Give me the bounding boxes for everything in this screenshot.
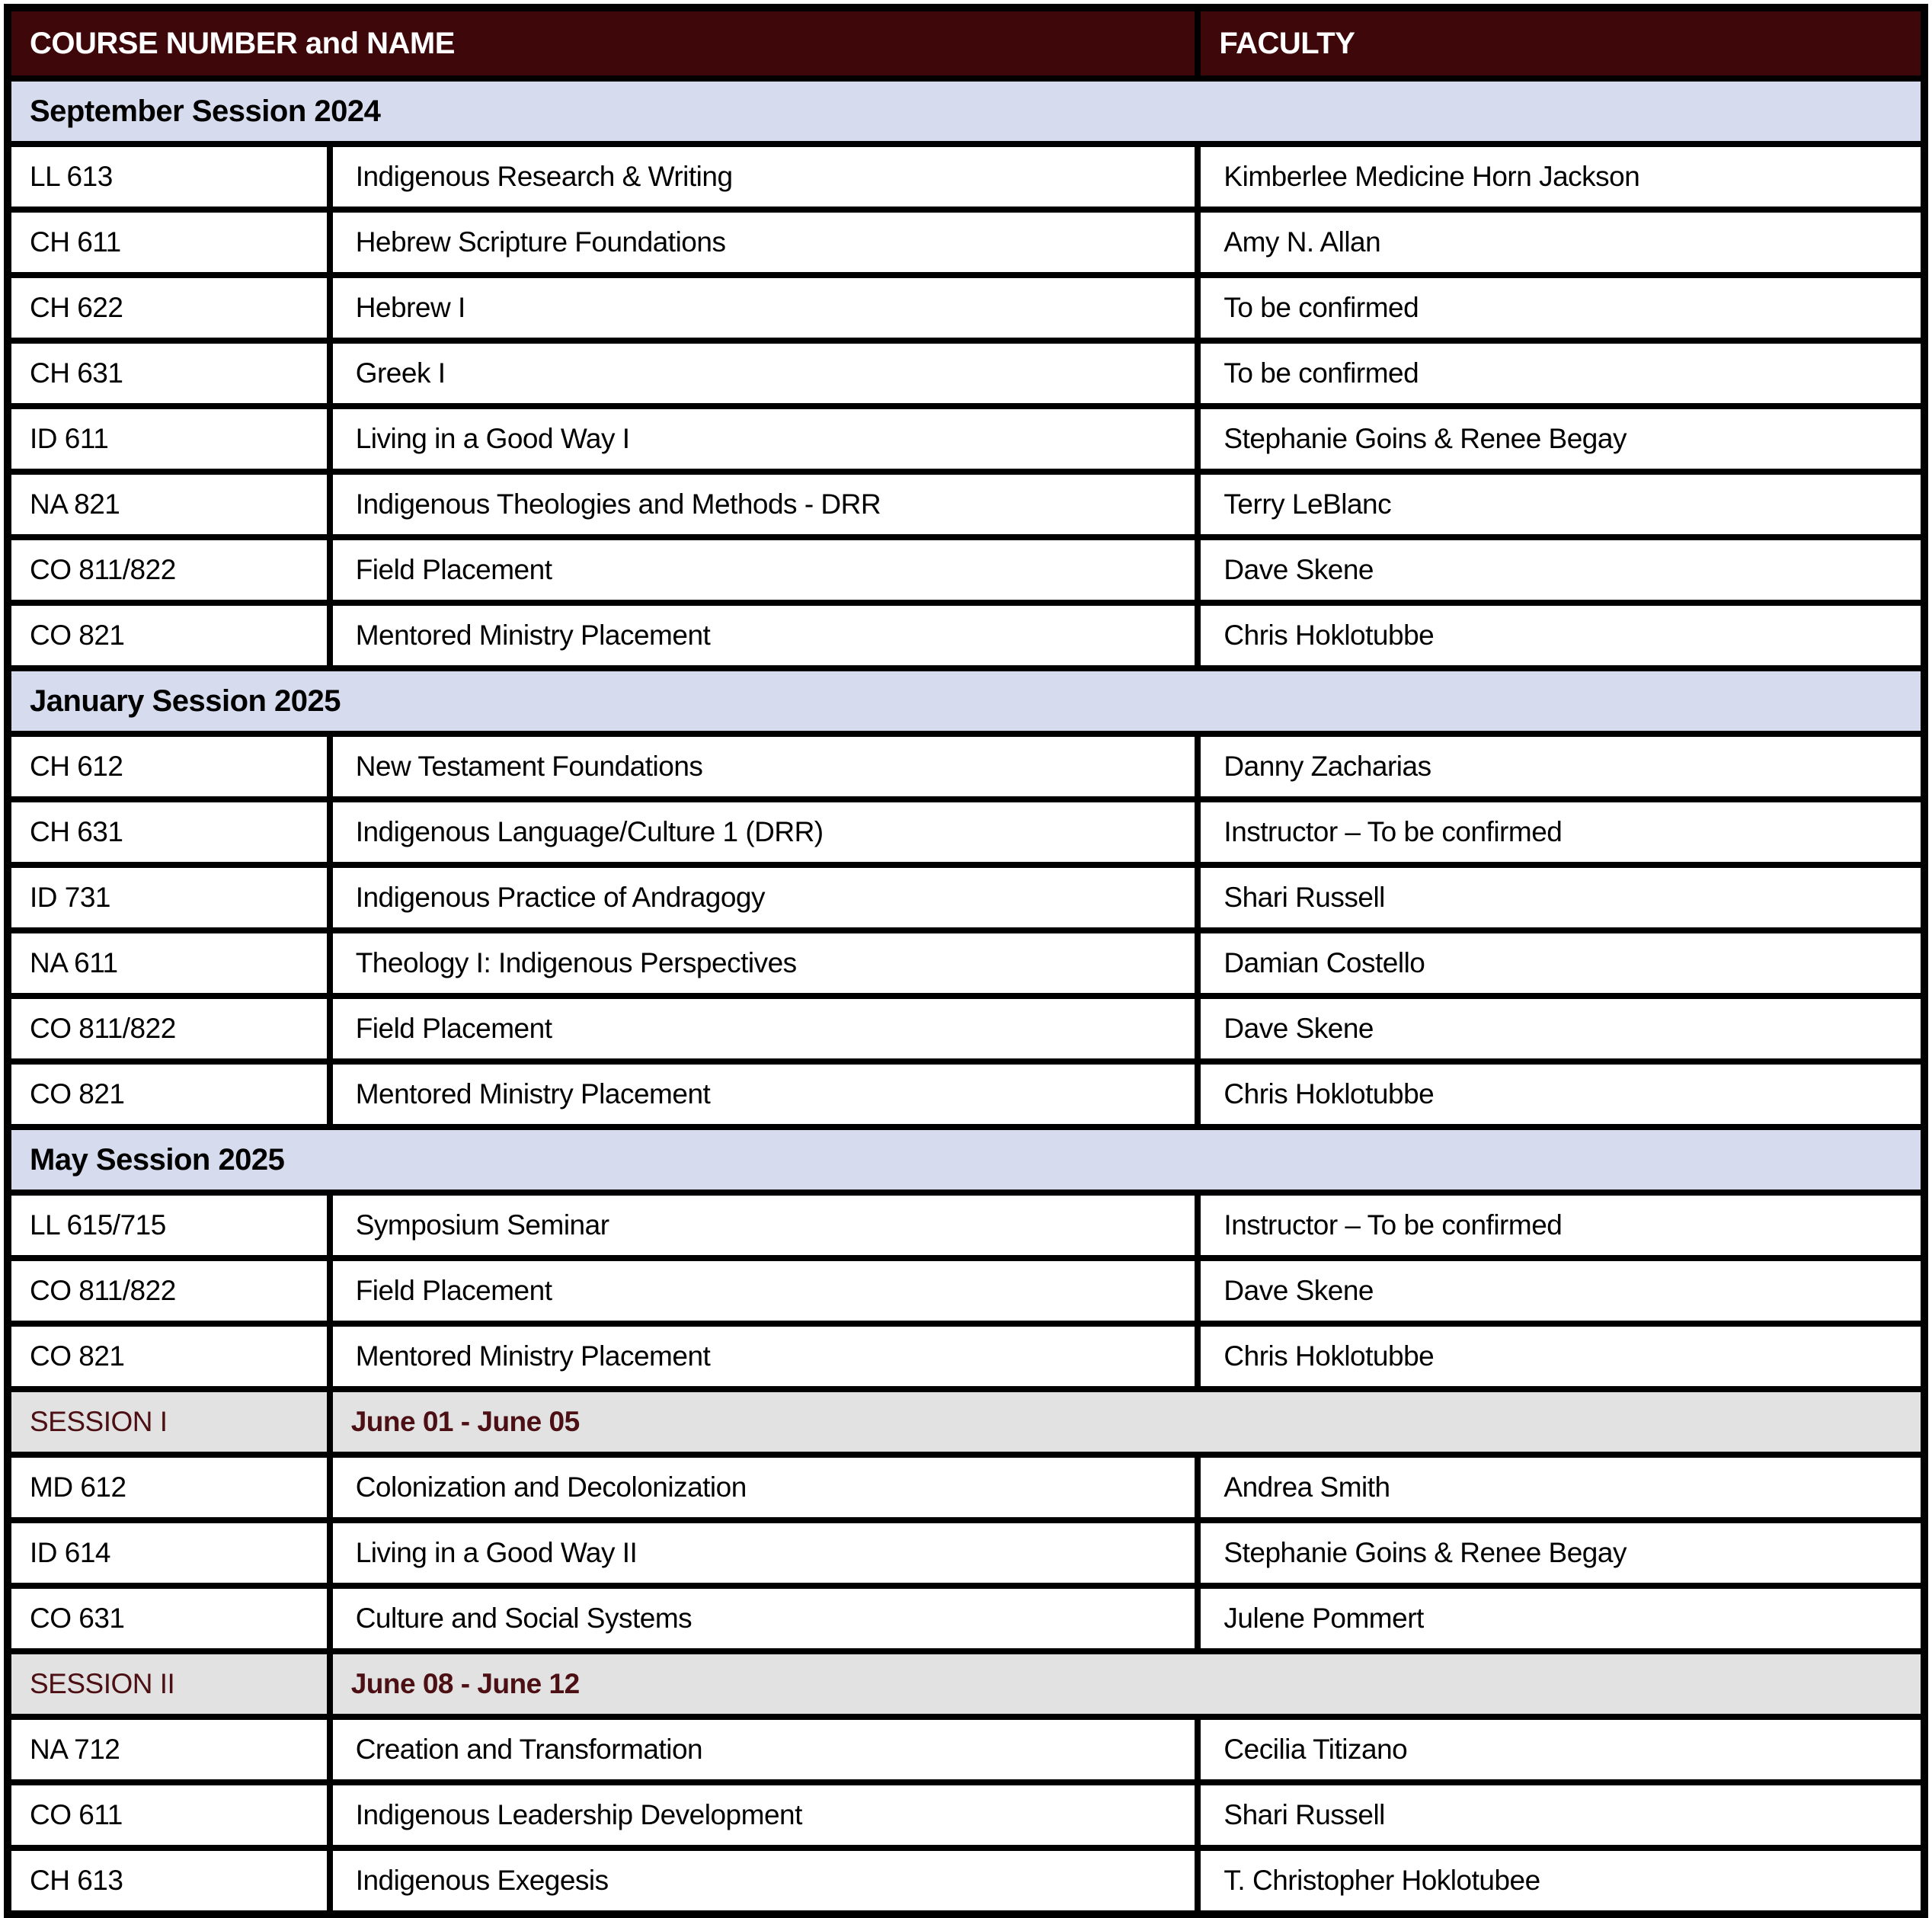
course-name: Mentored Ministry Placement <box>330 603 1198 668</box>
subsession-label: SESSION II <box>8 1651 330 1717</box>
subsession-row <box>8 1651 1924 1717</box>
course-name: Indigenous Theologies and Methods - DRR <box>330 472 1198 537</box>
course-name: Hebrew I <box>330 275 1198 341</box>
course-faculty: Dave Skene <box>1198 996 1924 1061</box>
course-code: CO 821 <box>8 1324 330 1389</box>
course-row <box>8 996 1924 1061</box>
course-faculty: T. Christopher Hoklotubee <box>1198 1848 1924 1914</box>
subsession-label: SESSION I <box>8 1389 330 1455</box>
course-name: Indigenous Research & Writing <box>330 144 1198 210</box>
course-name: New Testament Foundations <box>330 734 1198 799</box>
course-row <box>8 275 1924 341</box>
course-faculty: Julene Pommert <box>1198 1586 1924 1651</box>
course-code: CO 821 <box>8 603 330 668</box>
course-faculty: Andrea Smith <box>1198 1455 1924 1520</box>
course-name: Field Placement <box>330 1258 1198 1324</box>
course-code: LL 615/715 <box>8 1193 330 1258</box>
course-code: CO 611 <box>8 1782 330 1848</box>
course-name: Culture and Social Systems <box>330 1586 1198 1651</box>
course-name: Theology I: Indigenous Perspectives <box>330 930 1198 996</box>
session-title: September Session 2024 <box>8 78 1924 144</box>
course-row <box>8 210 1924 275</box>
session-title: January Session 2025 <box>8 668 1924 734</box>
course-faculty: Kimberlee Medicine Horn Jackson <box>1198 144 1924 210</box>
course-name: Hebrew Scripture Foundations <box>330 210 1198 275</box>
course-name: Mentored Ministry Placement <box>330 1324 1198 1389</box>
course-row <box>8 799 1924 865</box>
course-row <box>8 865 1924 930</box>
course-name: Field Placement <box>330 996 1198 1061</box>
course-row <box>8 1848 1924 1914</box>
course-faculty: Chris Hoklotubbe <box>1198 1324 1924 1389</box>
course-row <box>8 341 1924 406</box>
course-name: Indigenous Leadership Development <box>330 1782 1198 1848</box>
course-row <box>8 603 1924 668</box>
course-name: Indigenous Practice of Andragogy <box>330 865 1198 930</box>
course-name: Field Placement <box>330 537 1198 603</box>
session-header-row <box>8 1127 1924 1193</box>
course-row <box>8 1586 1924 1651</box>
course-code: ID 731 <box>8 865 330 930</box>
course-row <box>8 1061 1924 1127</box>
course-row <box>8 930 1924 996</box>
course-row <box>8 1520 1924 1586</box>
course-name: Creation and Transformation <box>330 1717 1198 1782</box>
course-faculty: Shari Russell <box>1198 865 1924 930</box>
course-code: CO 821 <box>8 1061 330 1127</box>
course-row <box>8 1193 1924 1258</box>
course-row <box>8 1782 1924 1848</box>
course-row <box>8 537 1924 603</box>
course-faculty: To be confirmed <box>1198 341 1924 406</box>
course-faculty: To be confirmed <box>1198 275 1924 341</box>
course-row <box>8 734 1924 799</box>
session-header-row <box>8 78 1924 144</box>
course-faculty: Shari Russell <box>1198 1782 1924 1848</box>
course-name: Mentored Ministry Placement <box>330 1061 1198 1127</box>
course-row <box>8 144 1924 210</box>
subsession-dates: June 08 - June 12 <box>330 1651 1924 1717</box>
course-faculty: Amy N. Allan <box>1198 210 1924 275</box>
course-faculty: Instructor – To be confirmed <box>1198 799 1924 865</box>
course-code: CO 811/822 <box>8 537 330 603</box>
course-code: CH 631 <box>8 799 330 865</box>
course-name: Symposium Seminar <box>330 1193 1198 1258</box>
course-code: CH 612 <box>8 734 330 799</box>
course-code: CH 631 <box>8 341 330 406</box>
course-code: CO 811/822 <box>8 996 330 1061</box>
course-faculty: Stephanie Goins & Renee Begay <box>1198 406 1924 472</box>
course-code: CO 631 <box>8 1586 330 1651</box>
course-row <box>8 1324 1924 1389</box>
course-schedule-table <box>4 4 1928 1918</box>
course-faculty: Dave Skene <box>1198 1258 1924 1324</box>
course-code: NA 712 <box>8 1717 330 1782</box>
course-faculty: Instructor – To be confirmed <box>1198 1193 1924 1258</box>
course-code: CH 622 <box>8 275 330 341</box>
course-code: MD 612 <box>8 1455 330 1520</box>
course-code: ID 614 <box>8 1520 330 1586</box>
course-code: NA 821 <box>8 472 330 537</box>
course-faculty: Damian Costello <box>1198 930 1924 996</box>
course-name: Indigenous Exegesis <box>330 1848 1198 1914</box>
course-faculty: Stephanie Goins & Renee Begay <box>1198 1520 1924 1586</box>
column-header-course: COURSE NUMBER and NAME <box>8 8 1198 78</box>
course-name: Living in a Good Way I <box>330 406 1198 472</box>
course-name: Indigenous Language/Culture 1 (DRR) <box>330 799 1198 865</box>
course-name: Living in a Good Way II <box>330 1520 1198 1586</box>
course-row <box>8 1717 1924 1782</box>
course-row <box>8 406 1924 472</box>
course-code: ID 611 <box>8 406 330 472</box>
course-code: LL 613 <box>8 144 330 210</box>
subsession-dates: June 01 - June 05 <box>330 1389 1924 1455</box>
course-name: Greek I <box>330 341 1198 406</box>
column-header-faculty: FACULTY <box>1198 8 1924 78</box>
course-faculty: Terry LeBlanc <box>1198 472 1924 537</box>
session-title: May Session 2025 <box>8 1127 1924 1193</box>
course-faculty: Chris Hoklotubbe <box>1198 1061 1924 1127</box>
course-faculty: Cecilia Titizano <box>1198 1717 1924 1782</box>
course-faculty: Danny Zacharias <box>1198 734 1924 799</box>
course-code: CH 611 <box>8 210 330 275</box>
table-header-row <box>8 8 1924 78</box>
course-row <box>8 1455 1924 1520</box>
course-code: CO 811/822 <box>8 1258 330 1324</box>
course-name: Colonization and Decolonization <box>330 1455 1198 1520</box>
table-body <box>8 78 1924 1914</box>
course-code: CH 613 <box>8 1848 330 1914</box>
course-faculty: Chris Hoklotubbe <box>1198 603 1924 668</box>
course-code: NA 611 <box>8 930 330 996</box>
course-row <box>8 472 1924 537</box>
session-header-row <box>8 668 1924 734</box>
course-faculty: Dave Skene <box>1198 537 1924 603</box>
course-row <box>8 1258 1924 1324</box>
subsession-row <box>8 1389 1924 1455</box>
